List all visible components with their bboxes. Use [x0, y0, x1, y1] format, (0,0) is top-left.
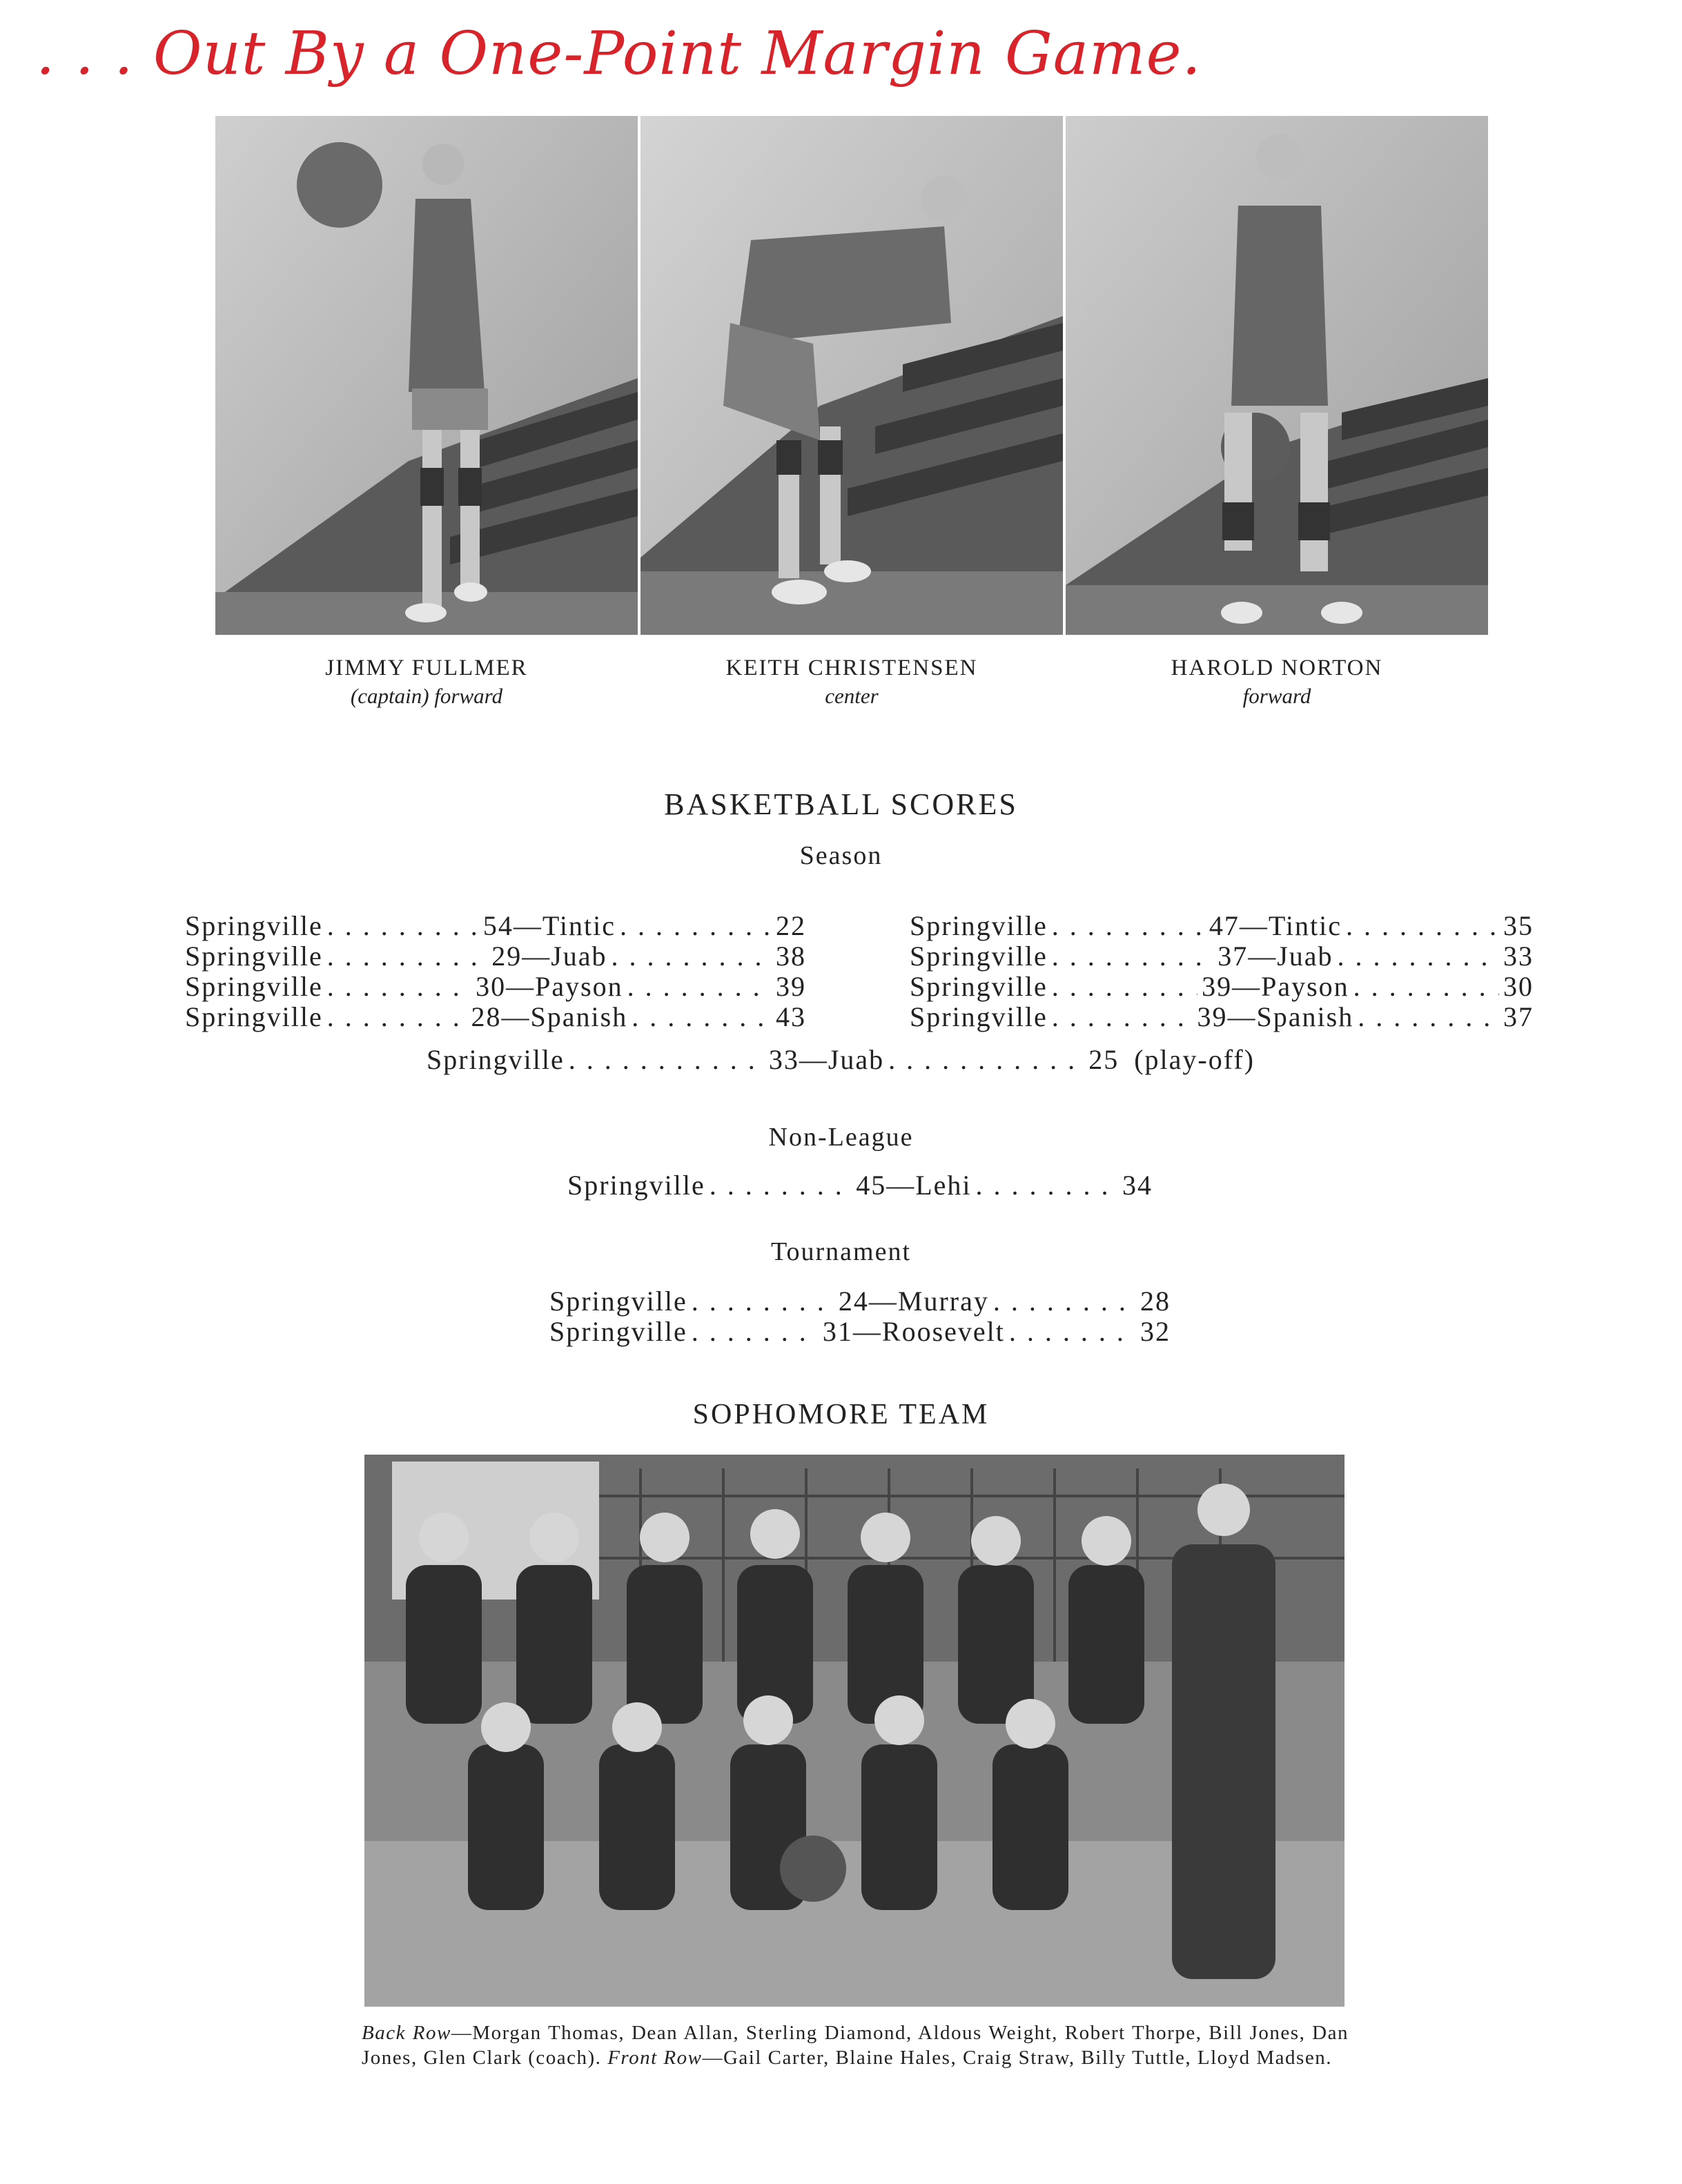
- sophomore-team-photo: [364, 1455, 1344, 2007]
- tournament-label: Tournament: [770, 1237, 912, 1266]
- team-name: Springville: [910, 1001, 1048, 1032]
- season-label: Season: [799, 841, 883, 870]
- opponent-name: Juab: [828, 1044, 885, 1075]
- opponent-name: Spanish: [1256, 1001, 1354, 1032]
- opponent-score: 39: [775, 971, 806, 1002]
- team-name: Springville: [567, 1170, 705, 1201]
- player-caption-1: [213, 656, 640, 709]
- opponent-name: Payson: [1261, 971, 1349, 1002]
- player-name: KEITH CHRISTENSEN: [725, 656, 978, 680]
- nonleague-row: Springville . . . 45 — Lehi . . . 34: [567, 1169, 1153, 1201]
- team-score: 39: [1202, 971, 1233, 1002]
- team-name: Springville: [185, 910, 323, 941]
- team-score: 54: [482, 910, 514, 941]
- sophomore-title: SOPHOMORE TEAM: [692, 1399, 990, 1430]
- opponent-score: 32: [1140, 1316, 1171, 1347]
- team-score: 28: [471, 1001, 502, 1032]
- page-headline: . . . Out By a One-Point Margin Game.: [36, 19, 1202, 88]
- front-row-label: Front Row: [607, 2047, 703, 2069]
- player-position: (captain) forward: [350, 684, 503, 708]
- score-row: Springville . . . 39 — Spanish . . . 37: [910, 1001, 1534, 1032]
- score-row: Springville . . . 29 — Juab . . . 38: [185, 940, 806, 972]
- player-photo-fullmer: [215, 116, 638, 635]
- opponent-score: 43: [776, 1001, 806, 1032]
- opponent-score: 28: [1140, 1286, 1171, 1317]
- team-score: 37: [1218, 941, 1249, 972]
- score-row: Springville . . . 39 — Payson . . . 30: [910, 970, 1534, 1002]
- player-position: forward: [1242, 684, 1311, 708]
- score-row: Springville . . . 54 — Tintic . . . 22: [185, 909, 806, 941]
- team-score: 33: [768, 1044, 799, 1075]
- opponent-name: Lehi: [915, 1170, 972, 1201]
- score-row: Springville . . . 28 — Spanish . . . 43: [185, 1001, 806, 1032]
- playoff-note: (play-off): [1134, 1044, 1255, 1075]
- opponent-name: Spanish: [530, 1001, 628, 1032]
- opponent-score: 25: [1088, 1044, 1119, 1075]
- opponent-score: 38: [775, 941, 806, 972]
- opponent-name: Roosevelt: [881, 1316, 1005, 1347]
- team-score: 45: [856, 1170, 887, 1201]
- player-name: HAROLD NORTON: [1171, 656, 1383, 680]
- team-score: 24: [838, 1286, 869, 1317]
- team-name: Springville: [910, 941, 1048, 972]
- team-score: 29: [491, 941, 522, 972]
- team-name: Springville: [910, 971, 1048, 1002]
- player-name: JIMMY FULLMER: [325, 656, 528, 680]
- opponent-score: 33: [1503, 941, 1534, 972]
- score-row: Springville . . . 37 — Juab . . . 33: [910, 940, 1534, 972]
- team-name: Springville: [427, 1044, 565, 1075]
- team-name: Springville: [185, 1001, 323, 1032]
- player-photo-christensen: [640, 116, 1063, 635]
- opponent-name: Tintic: [1268, 910, 1342, 941]
- opponent-score: 37: [1503, 1001, 1534, 1032]
- tournament-row: Springville . . . 31 — Roosevelt . . . 32: [549, 1315, 1171, 1347]
- opponent-score: 35: [1503, 910, 1534, 941]
- player-caption-2: [638, 656, 1066, 709]
- opponent-name: Payson: [535, 971, 623, 1002]
- team-name: Springville: [549, 1316, 687, 1347]
- opponent-name: Juab: [551, 941, 607, 972]
- nonleague-label: Non-League: [768, 1123, 914, 1152]
- opponent-score: 22: [776, 910, 806, 941]
- score-row: Springville . . . 30 — Payson . . . 39: [185, 970, 806, 1002]
- team-score: 30: [476, 971, 507, 1002]
- opponent-name: Juab: [1277, 941, 1333, 972]
- team-name: Springville: [549, 1286, 687, 1317]
- sophomore-caption: [362, 2020, 1349, 2070]
- player-caption-3: [1063, 656, 1491, 709]
- opponent-score: 30: [1503, 971, 1534, 1002]
- tournament-row: Springville . . . 24 — Murray . . . 28: [549, 1285, 1171, 1317]
- team-name: Springville: [910, 910, 1048, 941]
- front-row-names: —Gail Carter, Blaine Hales, Craig Straw, Billy Tuttle, Lloyd Madsen.: [702, 2047, 1332, 2069]
- team-name: Springville: [185, 971, 323, 1002]
- player-position: center: [825, 684, 879, 708]
- playoff-row: Springville . . . 33 — Juab . . . 25 (play-off): [427, 1043, 1255, 1075]
- score-row: Springville . . . 47 — Tintic . . . 35: [910, 909, 1534, 941]
- opponent-score: 34: [1122, 1170, 1153, 1201]
- team-name: Springville: [185, 941, 323, 972]
- player-photo-norton: [1066, 116, 1488, 635]
- team-score: 39: [1197, 1001, 1228, 1032]
- back-row-names: —Morgan Thomas, Dean Allan, Sterling Diamond, Aldous Weight, Robert Thorpe, Bill Jones, Dan Jones, Glen Clark (coach).: [362, 2022, 1349, 2069]
- team-score: 31: [822, 1316, 853, 1347]
- team-score: 47: [1209, 910, 1240, 941]
- scores-title: BASKETBALL SCORES: [664, 787, 1018, 821]
- opponent-name: Murray: [897, 1286, 989, 1317]
- back-row-label: Back Row: [362, 2022, 451, 2044]
- opponent-name: Tintic: [542, 910, 616, 941]
